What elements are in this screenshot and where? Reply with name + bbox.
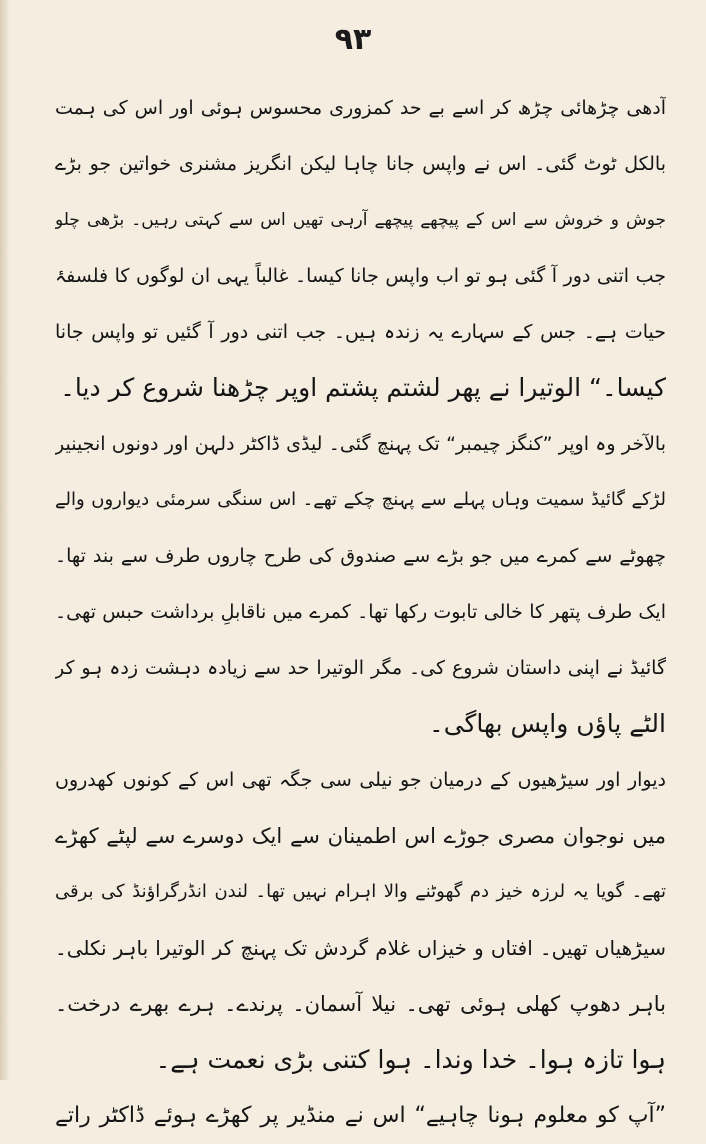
text-line: جب اتنی دور آ گئی ہو تو اب واپس جانا کیسا۔ غالباً یہی ان لوگوں کا فلسفۂ: [55, 265, 666, 287]
text-line: بالکل ٹوٹ گئی۔ اس نے واپس جانا چاہا لیکن انگریز مشنری خواتین جو بڑے: [55, 153, 666, 175]
text-line: باہر دھوپ کھلی ہوئی تھی۔ نیلا آسمان۔ پرندے۔ ہرے بھرے درخت۔: [55, 992, 666, 1016]
text-line: کیسا۔“ الوتیرا نے پھر لشتم پشتم اوپر چڑھنا شروع کر دیا۔: [60, 373, 666, 402]
text-line: میں نوجوان مصری جوڑے اس اطمینان سے ایک دوسرے سے لپٹے کھڑے: [55, 824, 666, 848]
text-line: سیڑھیاں تھیں۔ افتاں و خیزاں غلام گردش تک پہنچ کر الوتیرا باہر نکلی۔: [55, 936, 666, 960]
text-line: چھوٹے سے کمرے میں جو بڑے سے صندوق کی طرح چاروں طرف سے بند تھا۔: [55, 545, 666, 567]
text-line: گائیڈ نے اپنی داستان شروع کی۔ مگر الوتیرا حد سے زیادہ دہشت زدہ ہو کر: [55, 657, 666, 679]
text-line: ایک طرف پتھر کا خالی تابوت رکھا تھا۔ کمرے میں ناقابلِ برداشت حبس تھی۔: [55, 601, 666, 623]
text-line: آدھی چڑھائی چڑھ کر اسے بے حد کمزوری محسوس ہوئی اور اس کی ہمت: [55, 97, 666, 119]
text-line: بالآخر وہ اوپر ”کنگز چیمبر“ تک پہنچ گئی۔ لیڈی ڈاکٹر دلہن اور دونوں انجینیر: [55, 433, 666, 455]
page-number: ۹۳: [334, 22, 372, 57]
text-line: ”آپ کو معلوم ہونا چاہیے“ اس نے منڈیر پر کھڑے ہوئے ڈاکٹر راتے: [55, 1103, 666, 1128]
text-line: ہوا تازہ ہوا۔ خدا وندا۔ ہوا کتنی بڑی نعمت ہے۔: [155, 1045, 666, 1074]
text-line: الٹے پاؤں واپس بھاگی۔: [429, 709, 666, 738]
text-line: جوش و خروش سے اس کے پیچھے پیچھے آرہی تھیں اس سے کہتی رہیں۔ بڑھی چلو: [55, 210, 666, 230]
text-line: حیات ہے۔ جس کے سہارے یہ زندہ ہیں۔ جب اتنی دور آ گئیں تو واپس جانا: [55, 321, 666, 343]
text-line: دیوار اور سیڑھیوں کے درمیان جو نیلی سی جگہ تھی اس کے کونوں کھدروں: [55, 769, 666, 791]
text-line: تھے۔ گویا یہ لرزہ خیز دم گھوٹنے والا اہرام نہیں تھا۔ لندن انڈرگراؤنڈ کی برقی: [55, 881, 666, 902]
body-text: [55, 80, 666, 1144]
text-line: لڑکے گائیڈ سمیت وہاں پہلے سے پہنچ چکے تھے۔ اس سنگی سرمئی دیواروں والے: [55, 489, 666, 510]
